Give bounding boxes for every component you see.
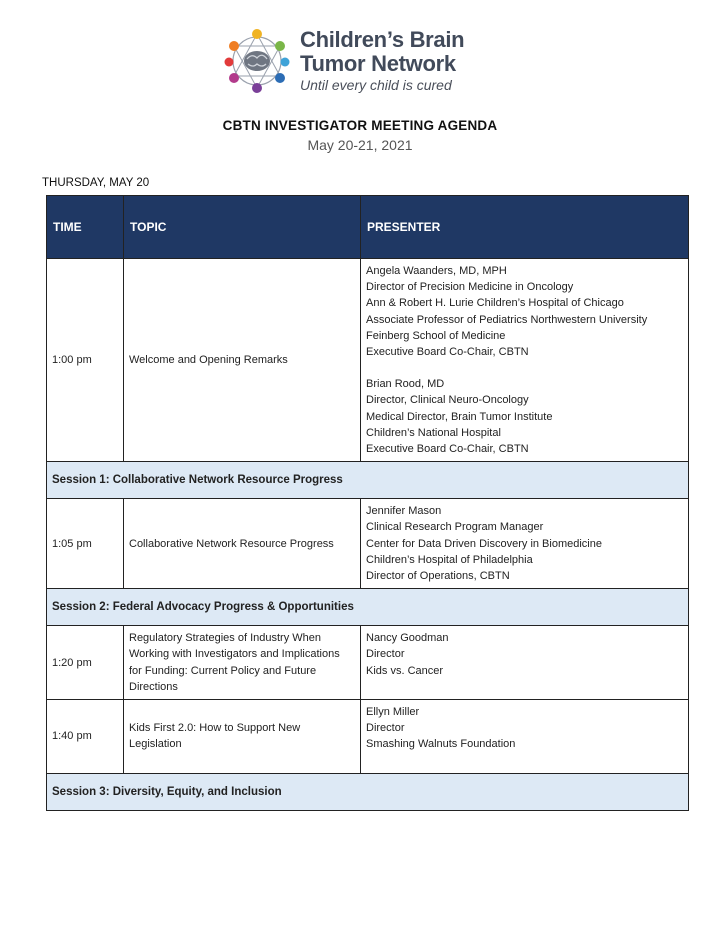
- presenter-line: Executive Board Co-Chair, CBTN: [366, 443, 529, 456]
- presenter-line: Smashing Walnuts Foundation: [366, 738, 516, 751]
- presenter-gap: [366, 360, 683, 376]
- session-title: Session 3: Diversity, Equity, and Inclusion: [47, 773, 689, 810]
- agenda-topic: Collaborative Network Resource Progress: [124, 499, 361, 589]
- presenter-line: Medical Director, Brain Tumor Institute: [366, 410, 553, 423]
- presenter-line: Feinberg School of Medicine: [366, 329, 506, 342]
- logo-name-line1: Children’s Brain: [300, 27, 465, 52]
- agenda-row: [47, 259, 689, 462]
- presenter-line: Director of Precision Medicine in Oncology: [366, 281, 574, 294]
- presenter-line: Children’s Hospital of Philadelphia: [366, 553, 533, 566]
- session-row: [47, 773, 689, 810]
- presenter-line: [366, 753, 683, 769]
- page-subtitle: May 20-21, 2021: [307, 137, 413, 153]
- session-title: Session 2: Federal Advocacy Progress & Opportunities: [47, 589, 689, 626]
- agenda-presenter: [361, 626, 689, 700]
- agenda-presenter: [361, 259, 689, 462]
- session-title: Session 1: Collaborative Network Resource Progress: [47, 462, 689, 499]
- presenter-line: Children’s National Hospital: [366, 426, 501, 439]
- agenda-time: 1:00 pm: [47, 259, 124, 462]
- presenter-line: Jennifer Mason: [366, 505, 442, 518]
- agenda-topic: Kids First 2.0: How to Support New Legislation: [124, 700, 361, 774]
- page-title: CBTN INVESTIGATOR MEETING AGENDA: [222, 118, 498, 133]
- presenter-line: Executive Board Co-Chair, CBTN: [366, 346, 529, 359]
- column-header-topic: TOPIC: [124, 196, 361, 259]
- presenter-line: Angela Waanders, MD, MPH: [366, 265, 507, 277]
- agenda-row: [47, 626, 689, 700]
- agenda-row: [47, 700, 689, 774]
- column-header-presenter: PRESENTER: [361, 196, 689, 259]
- brain-network-logo-icon: [222, 26, 292, 96]
- agenda-time: 1:40 pm: [47, 700, 124, 774]
- presenter-line: Director: [366, 722, 405, 735]
- day-heading: THURSDAY, MAY 20: [42, 177, 150, 189]
- agenda-presenter: [361, 499, 689, 589]
- agenda-row: [47, 499, 689, 589]
- agenda-time: 1:20 pm: [47, 626, 124, 700]
- agenda-topic: Regulatory Strategies of Industry When Working with Investigators and Implications for Funding: Current Policy and Future Directions: [124, 626, 361, 700]
- presenter-line: Nancy Goodman: [366, 632, 449, 645]
- session-row: [47, 462, 689, 499]
- logo: [222, 26, 482, 96]
- presenter-line: Director, Clinical Neuro-Oncology: [366, 394, 529, 407]
- session-row: [47, 589, 689, 626]
- presenter-line: [366, 679, 683, 695]
- presenter-line: Center for Data Driven Discovery in Biomedicine: [366, 537, 602, 550]
- presenter-line: Clinical Research Program Manager: [366, 521, 544, 534]
- presenter-line: Ann & Robert H. Lurie Children’s Hospital of Chicago: [366, 297, 624, 310]
- presenter-line: Ellyn Miller: [366, 706, 420, 719]
- logo-name-line2: Tumor Network: [300, 51, 456, 76]
- agenda-topic: Welcome and Opening Remarks: [124, 259, 361, 462]
- presenter-line: Director: [366, 648, 405, 661]
- presenter-line: Brian Rood, MD: [366, 378, 445, 391]
- agenda-table: [46, 195, 689, 811]
- presenter-line: Director of Operations, CBTN: [366, 570, 510, 583]
- column-header-time: TIME: [47, 196, 124, 259]
- presenter-line: Associate Professor of Pediatrics Northwestern University: [366, 313, 648, 326]
- logo-tagline: Until every child is cured: [300, 77, 452, 93]
- agenda-presenter: [361, 700, 689, 774]
- agenda-header-row: [47, 196, 689, 259]
- logo-text: [300, 28, 464, 94]
- agenda-time: 1:05 pm: [47, 499, 124, 589]
- presenter-line: Kids vs. Cancer: [366, 664, 444, 677]
